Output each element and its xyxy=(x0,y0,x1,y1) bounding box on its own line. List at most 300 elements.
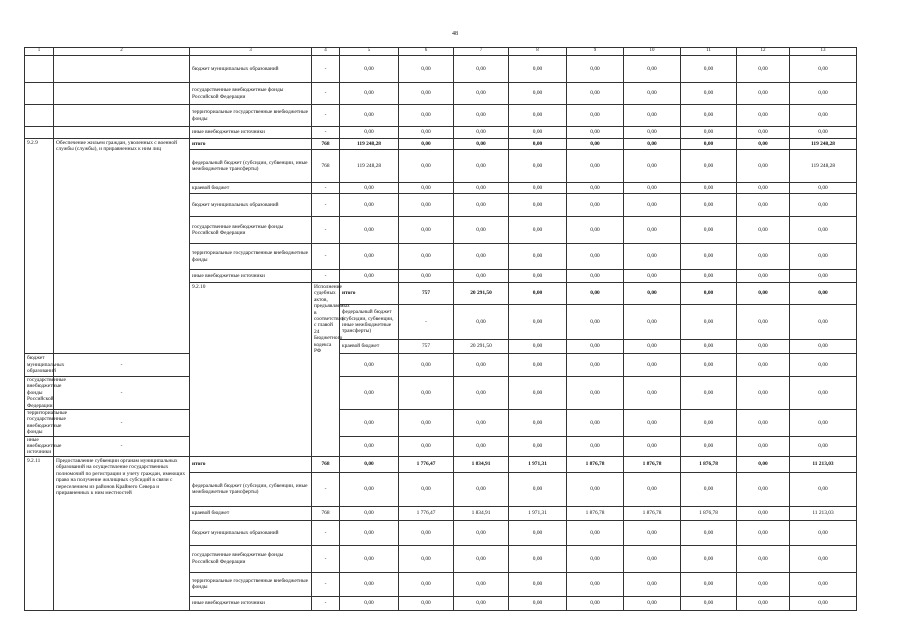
funding-source-cell: территориальные государственные внебюджетные фонды xyxy=(190,244,312,270)
amount-cell: 119 248,28 xyxy=(790,150,857,183)
funding-source-cell: федеральный бюджет (субсидии, субвенции, иные межбюджетные трансферты) xyxy=(190,472,312,506)
amount-cell: 0,00 xyxy=(681,283,737,305)
amount-cell: 0,00 xyxy=(681,410,737,437)
amount-cell: 1 971,31 xyxy=(509,456,567,472)
amount-cell: 0,00 xyxy=(624,305,681,340)
column-number: 9 xyxy=(567,48,624,56)
amount-cell: 0,00 xyxy=(567,244,624,270)
amount-cell: 0,00 xyxy=(399,410,454,437)
amount-cell: 0,00 xyxy=(399,472,454,506)
amount-cell: 0,00 xyxy=(737,596,790,610)
amount-cell: 0,00 xyxy=(509,305,567,340)
admin-code-cell: 768 xyxy=(312,139,340,150)
funding-source-cell: итого xyxy=(190,456,312,472)
item-number-cell xyxy=(25,127,54,139)
admin-code-cell: - xyxy=(312,56,340,83)
amount-cell: 0,00 xyxy=(509,244,567,270)
table-row xyxy=(25,354,857,377)
amount-cell: 0,00 xyxy=(737,150,790,183)
amount-cell: 0,00 xyxy=(509,283,567,305)
amount-cell: 0,00 xyxy=(624,56,681,83)
table-row xyxy=(25,456,857,472)
column-number: 2 xyxy=(54,48,190,56)
amount-cell: 1 876,78 xyxy=(567,506,624,520)
amount-cell: 0,00 xyxy=(624,354,681,377)
amount-cell: 0,00 xyxy=(340,270,399,283)
amount-cell: 0,00 xyxy=(509,194,567,217)
amount-cell: 0,00 xyxy=(567,105,624,127)
amount-cell: 0,00 xyxy=(340,545,399,572)
amount-cell: 0,00 xyxy=(790,194,857,217)
amount-cell: 0,00 xyxy=(509,183,567,194)
amount-cell: 0,00 xyxy=(399,183,454,194)
funding-source-cell: краевой бюджет xyxy=(190,183,312,194)
amount-cell: 0,00 xyxy=(567,83,624,105)
admin-code-cell: - xyxy=(312,572,340,596)
funding-source-cell: бюджет муниципальных образований xyxy=(190,194,312,217)
item-name-cell xyxy=(54,56,190,83)
amount-cell: 0,00 xyxy=(737,56,790,83)
amount-cell: 0,00 xyxy=(454,56,509,83)
page-number: 48 xyxy=(452,31,458,37)
amount-cell: 1 876,78 xyxy=(624,506,681,520)
amount-cell: 11 213,03 xyxy=(790,456,857,472)
amount-cell: 0,00 xyxy=(681,270,737,283)
amount-cell: 0,00 xyxy=(567,139,624,150)
amount-cell: 0,00 xyxy=(454,436,509,456)
amount-cell: 0,00 xyxy=(681,305,737,340)
amount-cell: 0,00 xyxy=(567,56,624,83)
amount-cell: 0,00 xyxy=(790,283,857,305)
amount-cell: 0,00 xyxy=(340,436,399,456)
amount-cell: 0,00 xyxy=(681,472,737,506)
amount-cell: 0,00 xyxy=(737,270,790,283)
amount-cell: 0,00 xyxy=(454,139,509,150)
amount-cell: 0,00 xyxy=(567,217,624,244)
amount-cell: 0,00 xyxy=(681,436,737,456)
amount-cell: 1 776,47 xyxy=(399,456,454,472)
amount-cell: 0,00 xyxy=(790,596,857,610)
amount-cell: 0,00 xyxy=(454,270,509,283)
amount-cell: 0,00 xyxy=(509,217,567,244)
amount-cell: 0,00 xyxy=(790,83,857,105)
funding-source-cell: территориальные государственные внебюджетные фонды xyxy=(190,105,312,127)
amount-cell: 0,00 xyxy=(509,410,567,437)
amount-cell: 1 876,78 xyxy=(681,506,737,520)
admin-code-cell: 768 xyxy=(312,456,340,472)
funding-source-cell: государственные внебюджетные фонды Российской Федерации xyxy=(25,377,54,410)
item-number-cell: 9.2.10 xyxy=(190,283,312,457)
table-row xyxy=(25,105,857,127)
funding-source-cell: иные внебюджетные источники xyxy=(25,436,54,456)
amount-cell: 0,00 xyxy=(567,596,624,610)
funding-source-cell: краевой бюджет xyxy=(340,340,399,354)
funding-source-cell: краевой бюджет xyxy=(190,506,312,520)
admin-code-cell: 757 xyxy=(399,340,454,354)
amount-cell: 0,00 xyxy=(399,377,454,410)
amount-cell: 0,00 xyxy=(737,472,790,506)
amount-cell: 0,00 xyxy=(681,183,737,194)
admin-code-cell: - xyxy=(312,105,340,127)
funding-source-cell: бюджет муниципальных образований xyxy=(190,56,312,83)
amount-cell: 0,00 xyxy=(399,244,454,270)
amount-cell: 0,00 xyxy=(454,305,509,340)
amount-cell: 0,00 xyxy=(567,377,624,410)
amount-cell: 0,00 xyxy=(624,472,681,506)
item-number-cell: 9.2.9 xyxy=(25,139,54,354)
amount-cell: 1 776,47 xyxy=(399,506,454,520)
funding-source-cell: территориальные государственные внебюджетные фонды xyxy=(25,410,54,437)
amount-cell: 0,00 xyxy=(681,244,737,270)
column-number: 4 xyxy=(312,48,340,56)
amount-cell: 0,00 xyxy=(340,506,399,520)
amount-cell: 0,00 xyxy=(624,340,681,354)
amount-cell: 0,00 xyxy=(737,354,790,377)
amount-cell: 0,00 xyxy=(681,127,737,139)
amount-cell: 0,00 xyxy=(340,127,399,139)
amount-cell: 0,00 xyxy=(624,139,681,150)
amount-cell: 0,00 xyxy=(509,472,567,506)
column-number: 11 xyxy=(681,48,737,56)
amount-cell: 0,00 xyxy=(737,139,790,150)
amount-cell: 0,00 xyxy=(624,127,681,139)
amount-cell: 0,00 xyxy=(399,545,454,572)
amount-cell: 0,00 xyxy=(567,520,624,545)
funding-source-cell: государственные внебюджетные фонды Российской Федерации xyxy=(190,83,312,105)
amount-cell: 0,00 xyxy=(399,572,454,596)
amount-cell: 0,00 xyxy=(454,183,509,194)
item-number-cell xyxy=(25,105,54,127)
amount-cell: 0,00 xyxy=(624,377,681,410)
amount-cell: 0,00 xyxy=(624,283,681,305)
amount-cell: 0,00 xyxy=(624,183,681,194)
column-number: 10 xyxy=(624,48,681,56)
amount-cell: 0,00 xyxy=(790,436,857,456)
amount-cell: 0,00 xyxy=(509,377,567,410)
column-number-row xyxy=(25,48,857,56)
amount-cell: 0,00 xyxy=(790,244,857,270)
amount-cell: 0,00 xyxy=(567,436,624,456)
amount-cell: 0,00 xyxy=(737,105,790,127)
amount-cell: 0,00 xyxy=(737,545,790,572)
admin-code-cell: - xyxy=(54,354,190,377)
item-name-cell: Исполнение судебных актов, предъявляемых в соответствии с главой 24 Бюджетного кодекса РФ xyxy=(312,283,340,457)
admin-code-cell: 757 xyxy=(399,283,454,305)
amount-cell: 0,00 xyxy=(681,150,737,183)
amount-cell: 0,00 xyxy=(399,105,454,127)
amount-cell: 0,00 xyxy=(790,472,857,506)
column-number: 1 xyxy=(25,48,54,56)
amount-cell: 0,00 xyxy=(790,354,857,377)
table-row xyxy=(25,410,857,437)
funding-source-cell: иные внебюджетные источники xyxy=(190,127,312,139)
amount-cell: 0,00 xyxy=(340,377,399,410)
amount-cell: 0,00 xyxy=(567,183,624,194)
amount-cell: 0,00 xyxy=(790,340,857,354)
amount-cell: 0,00 xyxy=(454,545,509,572)
admin-code-cell: - xyxy=(312,270,340,283)
amount-cell: 0,00 xyxy=(509,83,567,105)
admin-code-cell: - xyxy=(54,377,190,410)
amount-cell: 0,00 xyxy=(567,270,624,283)
table-row xyxy=(25,139,857,150)
amount-cell: 0,00 xyxy=(681,217,737,244)
table-row xyxy=(25,56,857,83)
amount-cell: 0,00 xyxy=(340,217,399,244)
amount-cell: 0,00 xyxy=(567,305,624,340)
amount-cell: 0,00 xyxy=(790,105,857,127)
amount-cell: 0,00 xyxy=(737,83,790,105)
amount-cell: 0,00 xyxy=(737,572,790,596)
amount-cell: 0,00 xyxy=(681,56,737,83)
amount-cell: 0,00 xyxy=(567,354,624,377)
amount-cell: 0,00 xyxy=(454,105,509,127)
funding-source-cell: территориальные государственные внебюджетные фонды xyxy=(190,572,312,596)
column-number: 8 xyxy=(509,48,567,56)
amount-cell: 20 291,50 xyxy=(454,340,509,354)
amount-cell: 0,00 xyxy=(624,545,681,572)
amount-cell: 0,00 xyxy=(340,183,399,194)
amount-cell: 0,00 xyxy=(681,83,737,105)
amount-cell: 0,00 xyxy=(681,596,737,610)
amount-cell: 0,00 xyxy=(737,305,790,340)
amount-cell: 0,00 xyxy=(399,354,454,377)
amount-cell: 0,00 xyxy=(737,194,790,217)
amount-cell: 0,00 xyxy=(399,139,454,150)
amount-cell: 0,00 xyxy=(340,472,399,506)
amount-cell: 0,00 xyxy=(737,283,790,305)
funding-source-cell: бюджет муниципальных образований xyxy=(25,354,54,377)
amount-cell: 0,00 xyxy=(509,150,567,183)
amount-cell: 0,00 xyxy=(399,520,454,545)
amount-cell: 0,00 xyxy=(454,83,509,105)
amount-cell: 0,00 xyxy=(624,520,681,545)
amount-cell: 0,00 xyxy=(681,340,737,354)
amount-cell: 0,00 xyxy=(340,194,399,217)
amount-cell: 119 248,28 xyxy=(340,139,399,150)
amount-cell: 0,00 xyxy=(567,283,624,305)
funding-source-cell: иные внебюджетные источники xyxy=(190,596,312,610)
funding-source-cell: иные внебюджетные источники xyxy=(190,270,312,283)
funding-source-cell: итого xyxy=(340,283,399,305)
amount-cell: 1 834,91 xyxy=(454,456,509,472)
amount-cell: 1 876,78 xyxy=(681,456,737,472)
amount-cell: 119 248,28 xyxy=(340,150,399,183)
amount-cell: 0,00 xyxy=(790,410,857,437)
amount-cell: 0,00 xyxy=(399,127,454,139)
amount-cell: 0,00 xyxy=(624,83,681,105)
amount-cell: 0,00 xyxy=(737,456,790,472)
admin-code-cell: - xyxy=(54,410,190,437)
amount-cell: 0,00 xyxy=(624,244,681,270)
amount-cell: 0,00 xyxy=(340,596,399,610)
amount-cell: 0,00 xyxy=(790,305,857,340)
amount-cell: 0,00 xyxy=(454,596,509,610)
amount-cell: 0,00 xyxy=(737,244,790,270)
amount-cell: 0,00 xyxy=(340,244,399,270)
amount-cell: 0,00 xyxy=(454,150,509,183)
amount-cell: 0,00 xyxy=(340,354,399,377)
budget-table xyxy=(24,47,857,611)
column-number: 3 xyxy=(190,48,312,56)
amount-cell: 1 876,78 xyxy=(567,456,624,472)
amount-cell: 0,00 xyxy=(454,410,509,437)
amount-cell: 0,00 xyxy=(509,340,567,354)
amount-cell: 0,00 xyxy=(399,436,454,456)
table-row xyxy=(25,127,857,139)
amount-cell: 0,00 xyxy=(567,410,624,437)
funding-source-cell: итого xyxy=(190,139,312,150)
funding-source-cell: государственные внебюджетные фонды Российской Федерации xyxy=(190,545,312,572)
amount-cell: 0,00 xyxy=(399,194,454,217)
amount-cell: 0,00 xyxy=(399,596,454,610)
amount-cell: 0,00 xyxy=(340,572,399,596)
amount-cell: 0,00 xyxy=(790,545,857,572)
amount-cell: 0,00 xyxy=(509,596,567,610)
funding-source-cell: федеральный бюджет (субсидии, субвенции, иные межбюджетные трансферты) xyxy=(190,150,312,183)
amount-cell: 0,00 xyxy=(509,127,567,139)
amount-cell: 0,00 xyxy=(340,410,399,437)
admin-code-cell: - xyxy=(312,127,340,139)
amount-cell: 0,00 xyxy=(790,127,857,139)
table-row xyxy=(25,436,857,456)
amount-cell: 0,00 xyxy=(509,270,567,283)
admin-code-cell: - xyxy=(312,183,340,194)
amount-cell: 0,00 xyxy=(681,545,737,572)
amount-cell: 0,00 xyxy=(624,217,681,244)
amount-cell: 20 291,50 xyxy=(454,283,509,305)
amount-cell: 0,00 xyxy=(624,270,681,283)
amount-cell: 0,00 xyxy=(737,410,790,437)
amount-cell: 0,00 xyxy=(624,596,681,610)
column-number: 6 xyxy=(399,48,454,56)
amount-cell: 0,00 xyxy=(454,217,509,244)
amount-cell: 0,00 xyxy=(340,83,399,105)
amount-cell: 0,00 xyxy=(790,572,857,596)
item-name-cell: Предоставление субвенции органам муниципальных образований на осуществление государственных полномочий по регистрации и учету граждан, имеющих право на получение жилищных субсидий в связи с переселением из районов Крайнего Севера и приравненных к ним местностей xyxy=(54,456,190,610)
amount-cell: 0,00 xyxy=(454,377,509,410)
admin-code-cell: - xyxy=(312,520,340,545)
funding-source-cell: бюджет муниципальных образований xyxy=(190,520,312,545)
amount-cell: 0,00 xyxy=(454,572,509,596)
amount-cell: 0,00 xyxy=(624,105,681,127)
amount-cell: 0,00 xyxy=(737,217,790,244)
admin-code-cell: - xyxy=(312,217,340,244)
amount-cell: 0,00 xyxy=(681,139,737,150)
amount-cell: 0,00 xyxy=(509,105,567,127)
amount-cell: 0,00 xyxy=(509,572,567,596)
admin-code-cell: 768 xyxy=(312,150,340,183)
amount-cell: 0,00 xyxy=(790,270,857,283)
table-row xyxy=(25,377,857,410)
amount-cell: 0,00 xyxy=(624,150,681,183)
amount-cell: 0,00 xyxy=(737,183,790,194)
amount-cell: 0,00 xyxy=(790,56,857,83)
admin-code-cell: 768 xyxy=(312,506,340,520)
amount-cell: 0,00 xyxy=(509,436,567,456)
item-name-cell xyxy=(54,83,190,105)
amount-cell: 1 971,31 xyxy=(509,506,567,520)
amount-cell: 0,00 xyxy=(454,127,509,139)
amount-cell: 0,00 xyxy=(509,520,567,545)
amount-cell: 1 876,78 xyxy=(624,456,681,472)
amount-cell: 0,00 xyxy=(624,410,681,437)
item-name-cell: Обеспечение жильем граждан, уволенных с военной службы (службы), и приравненных к ним лиц xyxy=(54,139,190,354)
amount-cell: 0,00 xyxy=(454,354,509,377)
amount-cell: 0,00 xyxy=(399,270,454,283)
funding-source-cell: федеральный бюджет (субсидии, субвенции, иные межбюджетные трансферты) xyxy=(340,305,399,340)
admin-code-cell: - xyxy=(312,545,340,572)
amount-cell: 0,00 xyxy=(681,520,737,545)
amount-cell: 0,00 xyxy=(737,377,790,410)
amount-cell: 0,00 xyxy=(399,83,454,105)
amount-cell: 0,00 xyxy=(737,340,790,354)
amount-cell: 0,00 xyxy=(624,436,681,456)
amount-cell: 0,00 xyxy=(340,56,399,83)
amount-cell: 0,00 xyxy=(567,127,624,139)
item-name-cell xyxy=(54,127,190,139)
amount-cell: 0,00 xyxy=(681,194,737,217)
amount-cell: 0,00 xyxy=(681,105,737,127)
amount-cell: 0,00 xyxy=(340,520,399,545)
amount-cell: 0,00 xyxy=(681,354,737,377)
amount-cell: 0,00 xyxy=(509,56,567,83)
amount-cell: 0,00 xyxy=(567,572,624,596)
amount-cell: 0,00 xyxy=(737,506,790,520)
amount-cell: 0,00 xyxy=(681,377,737,410)
amount-cell: 0,00 xyxy=(624,572,681,596)
amount-cell: 0,00 xyxy=(790,520,857,545)
amount-cell: 0,00 xyxy=(567,150,624,183)
amount-cell: 0,00 xyxy=(567,194,624,217)
amount-cell: 0,00 xyxy=(454,520,509,545)
amount-cell: 0,00 xyxy=(737,520,790,545)
amount-cell: 0,00 xyxy=(567,545,624,572)
table-row xyxy=(25,83,857,105)
admin-code-cell: - xyxy=(312,83,340,105)
amount-cell: 0,00 xyxy=(399,150,454,183)
amount-cell: 0,00 xyxy=(567,472,624,506)
amount-cell: 0,00 xyxy=(454,194,509,217)
amount-cell: 0,00 xyxy=(399,56,454,83)
amount-cell: 0,00 xyxy=(624,194,681,217)
item-number-cell: 9.2.11 xyxy=(25,456,54,610)
admin-code-cell: - xyxy=(312,472,340,506)
amount-cell: 0,00 xyxy=(509,354,567,377)
item-number-cell xyxy=(25,83,54,105)
column-number: 5 xyxy=(340,48,399,56)
admin-code-cell: - xyxy=(312,596,340,610)
amount-cell: 0,00 xyxy=(790,183,857,194)
admin-code-cell: - xyxy=(312,194,340,217)
amount-cell: 1 834,91 xyxy=(454,506,509,520)
funding-source-cell: государственные внебюджетные фонды Российской Федерации xyxy=(190,217,312,244)
amount-cell: 0,00 xyxy=(790,377,857,410)
amount-cell: 0,00 xyxy=(509,545,567,572)
item-number-cell xyxy=(25,56,54,83)
amount-cell: 0,00 xyxy=(567,340,624,354)
amount-cell: 0,00 xyxy=(340,105,399,127)
amount-cell: 0,00 xyxy=(737,127,790,139)
amount-cell: 0,00 xyxy=(454,244,509,270)
amount-cell: 0,00 xyxy=(737,436,790,456)
admin-code-cell: - xyxy=(54,436,190,456)
column-number: 13 xyxy=(790,48,857,56)
amount-cell: 0,00 xyxy=(340,456,399,472)
amount-cell: 119 248,28 xyxy=(790,139,857,150)
admin-code-cell: - xyxy=(312,244,340,270)
amount-cell: 0,00 xyxy=(681,572,737,596)
